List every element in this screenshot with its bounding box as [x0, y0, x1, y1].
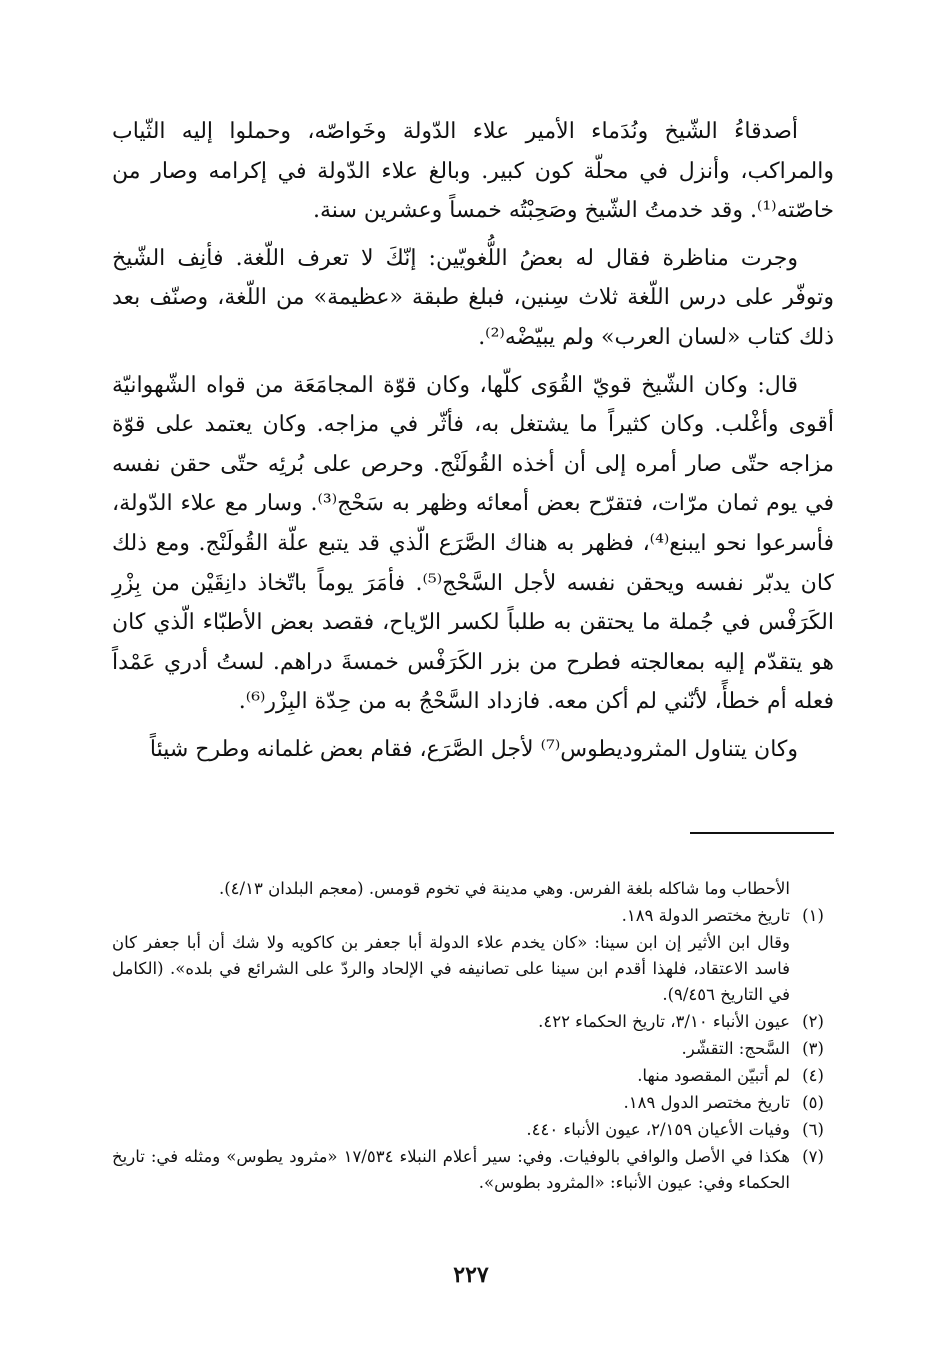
footnote-text: تاريخ مختصر الدولة ١٨٩. [621, 906, 790, 925]
footnote-number: (٤) [802, 1066, 824, 1085]
paragraph-3: قال: وكان الشّيخ قويّ القُوَى كلّها، وكان قوّة المجامَعَة من قواه الشّهوانيّة أقوى وأغْلب. وكان كثيراً ما يشتغل به، فأثّر في مزاجه. وكان يعتمد على قوّة مزاجه حتّى صار أمره إلى أن أخذه القُولَنْج. وحرص على بُرئِه حتّى حقن نفسه في يوم ثمان مرّات، فتقرّح بعض أمعائه وظهر به سَحْج⁽³⁾. وسار مع علاء الدّولة، فأسرعوا نحو ايبنع⁽⁴⁾، فظهر به هناك الصَّرَع الّذي قد يتبع علّة القُولَنْج. ومع ذلك كان يدبّر نفسه ويحقن نفسه لأجل السَّحْج⁽⁵⁾. فأمَرَ يوماً باتّخاذ دانِقَيْن من بِزْرِ الكَرَفْس في جُملة ما يحتقن به طلباً لكسر الرّياح، فقصد بعض الأطبّاء الّذي كان هو يتقدّم إليه بمعالجته فطرح من بزر الكَرَفْس خمسةَ دراهم. لستُ أدري عَمْداً فعله أم خطأً، لأنّني لم أكن معه. فازداد السَّحْجُ به من حِدّة البِزْر⁽⁶⁾. [112, 372, 835, 715]
footnote-text: وقال ابن الأثير إن ابن سينا: «كان يخدم علاء الدولة أبا جعفر بن كاكويه ولا شك أن أبا جعفر كان فاسد الاعتقاد، فلهذا أقدم ابن سينا على تصانيفه في الإلحاد والردّ على الشرائع في بلده». (الكامل في التاريخ ٩/٤٥٦). [112, 933, 790, 1004]
footnote [112, 903, 836, 929]
footnote [112, 1144, 836, 1196]
footnote-number: (٣) [802, 1039, 824, 1058]
footnote-number: (٦) [802, 1120, 824, 1139]
footnote-number [790, 930, 836, 1008]
footnote-number: (١) [802, 906, 824, 925]
paragraph-1: أصدقاءُ الشّيخ ونُدَماء الأمير علاء الدّولة وخَواصّه، وحملوا إليه الثّياب والمراكب، وأنزل في محلّة كون كبير. وبالغ علاء الدّولة في إكرامه وصار من خاصّته⁽¹⁾. وقد خدمتُ الشّيخ وصَحِبْتُه خمساً وعشرين سنة. [112, 119, 834, 224]
footnote-separator [690, 832, 834, 834]
footnote-number: (٢) [802, 1012, 824, 1031]
page-number: ٢٢٧ [453, 1262, 489, 1288]
footnote-text: عيون الأنباء ٣/١٠، تاريخ الحكماء ٤٢٢. [538, 1012, 790, 1031]
footnote [112, 1009, 836, 1035]
footnote-number: (٧) [802, 1147, 824, 1166]
main-text [112, 112, 834, 778]
footnote-text: وفيات الأعيان ٢/١٥٩، عيون الأنباء ٤٤٠. [526, 1120, 790, 1139]
footnote-text: لم أتبيّن المقصود منها. [637, 1066, 790, 1085]
paragraph-4: وكان يتناول المثروديطوس⁽⁷⁾ لأجل الصَّرَع، فقام بعض غلمانه وطرح شيئاً [149, 736, 798, 762]
footnote-number: (٥) [802, 1093, 824, 1112]
footnote [112, 1117, 836, 1143]
footnote [112, 1063, 836, 1089]
footnote [112, 1036, 836, 1062]
footnote [112, 930, 836, 1008]
footnote-text: الأحطاب وما شاكله بلغة الفرس. وهي مدينة في تخوم قومس. (معجم البلدان ٤/١٣). [218, 879, 790, 898]
footnote [112, 1090, 836, 1116]
paragraph-2: وجرت مناظرة فقال له بعضُ اللُّغويّين: إنّكَ لا تعرف اللّغة. فأنِف الشّيخ وتوفّر على درس اللّغة ثلاث سِنين، فبلغ طبقة «عظيمة» من اللّغة، وصنّف بعد ذلك كتاب «لسان العرب» ولم يبيّضْه⁽²⁾. [112, 245, 834, 350]
footnote-number [790, 876, 836, 902]
footnote-text: تاريخ مختصر الدول ١٨٩. [623, 1093, 790, 1112]
footnote [112, 876, 836, 902]
footnote-text: هكذا في الأصل والوافي بالوفيات. وفي: سير أعلام النبلاء ١٧/٥٣٤ «مثرود يطوس» ومثله في: تاريخ الحكماء وفي: عيون الأنباء: «المثرود بطوس». [112, 1147, 790, 1192]
footnotes [112, 876, 836, 1197]
footnote-text: السَّحج: التقشّر. [681, 1039, 790, 1058]
